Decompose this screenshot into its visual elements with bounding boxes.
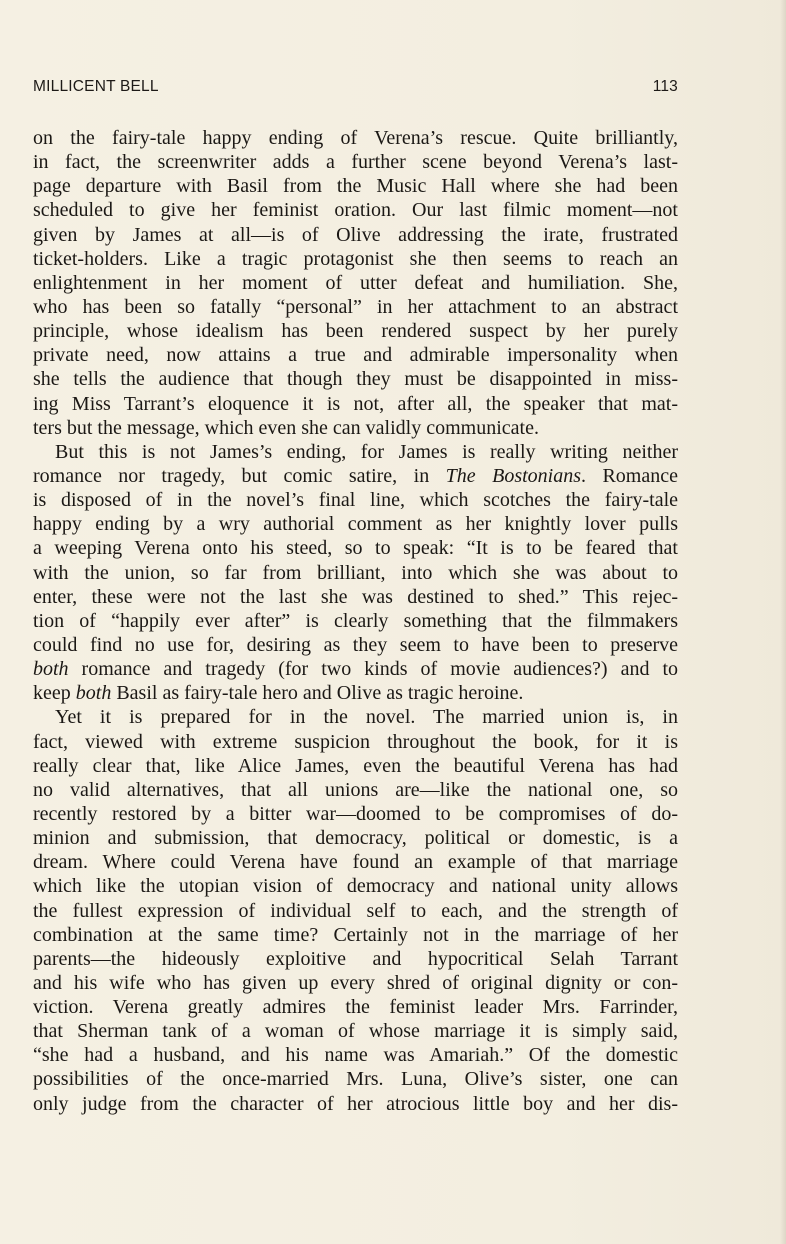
text-line: [33, 681, 678, 705]
text-line: she tells the audience that though they must be disappointed in miss-: [33, 368, 678, 391]
text-line: “she had a husband, and his name was Amariah.” Of the domestic: [33, 1044, 678, 1067]
emphasis: both: [75, 682, 112, 705]
text-line: combination at the same time? Certainly not in the marriage of her: [33, 923, 678, 946]
text-run: romance and tragedy (for two kinds of movie audiences?) and to: [68, 658, 678, 681]
text-line: and his wife who has given up every shred of original dignity or con-: [33, 971, 678, 994]
text-line: really clear that, like Alice James, even the beautiful Verena has had: [33, 754, 678, 777]
text-line: given by James at all—is of Olive addressing the irate, frustrated: [33, 223, 678, 246]
text-line: possibilities of the once-married Mrs. Luna, Olive’s sister, one can: [33, 1068, 678, 1091]
text-line: parents—the hideously exploitive and hypocritical Selah Tarrant: [33, 947, 678, 970]
text-line: who has been so fatally “personal” in her attachment to an abstract: [33, 295, 678, 318]
text-run: . Romance: [581, 464, 678, 487]
text-line: Yet it is prepared for in the novel. The married union is, in: [55, 706, 678, 729]
running-head: [33, 78, 678, 100]
text-run: Basil as fairy-tale hero and Olive as tragic heroine.: [111, 682, 524, 705]
text-line: But this is not James’s ending, for James is really writing neither: [55, 440, 678, 463]
text-line: which like the utopian vision of democracy and national unity allows: [33, 875, 678, 898]
running-head-author: MILLICENT BELL: [33, 78, 159, 95]
text-line: viction. Verena greatly admires the feminist leader Mrs. Farrinder,: [33, 996, 678, 1019]
text-line: ters but the message, which even she can validly communicate.: [33, 416, 539, 439]
text-line: private need, now attains a true and admirable impersonality when: [33, 344, 678, 367]
text-line: dream. Where could Verena have found an example of that marriage: [33, 851, 678, 874]
text-line: could find no use for, desiring as they seem to have been to preserve: [33, 633, 678, 656]
text-line: enter, these were not the last she was destined to shed.” This rejec-: [33, 585, 678, 608]
text-line: with the union, so far from brilliant, into which she was about to: [33, 561, 678, 584]
text-line: that Sherman tank of a woman of whose marriage it is simply said,: [33, 1020, 678, 1043]
text-line: recently restored by a bitter war—doomed to be compromises of do-: [33, 802, 678, 825]
text-run: keep: [33, 682, 76, 705]
text-line: tion of “happily ever after” is clearly something that the filmmakers: [33, 609, 678, 632]
text-line: ticket-holders. Like a tragic protagonist she then seems to reach an: [33, 247, 678, 270]
text-line: is disposed of in the novel’s final line, which scotches the fairy-tale: [33, 489, 678, 512]
text-line: a weeping Verena onto his steed, so to speak: “It is to be feared that: [33, 537, 678, 560]
text-line: happy ending by a wry authorial comment as her knightly lover pulls: [33, 513, 678, 536]
text-line: ing Miss Tarrant’s eloquence it is not, after all, the speaker that mat-: [33, 392, 678, 415]
text-line: in fact, the screenwriter adds a further scene beyond Verena’s last-: [33, 151, 678, 174]
page-edge-shadow: [780, 0, 786, 1244]
text-line: [33, 464, 678, 488]
text-line: principle, whose idealism has been rendered suspect by her purely: [33, 320, 678, 343]
text-line: minion and submission, that democracy, political or domestic, is a: [33, 827, 678, 850]
text-line: page departure with Basil from the Music Hall where she had been: [33, 175, 678, 198]
text-line: enlightenment in her moment of utter defeat and humiliation. She,: [33, 271, 678, 294]
emphasis: both: [33, 658, 69, 681]
text-line: fact, viewed with extreme suspicion throughout the book, for it is: [33, 730, 678, 753]
text-line: on the fairy-tale happy ending of Verena’s rescue. Quite brilliantly,: [33, 127, 678, 149]
text-line: scheduled to give her feminist oration. Our last filmic moment—not: [33, 199, 678, 222]
text-run: romance nor tragedy, but comic satire, in: [33, 464, 446, 487]
text-line: only judge from the character of her atrocious little boy and her dis-: [33, 1092, 678, 1115]
text-line: [33, 657, 678, 681]
text-line: no valid alternatives, that all unions are—like the national one, so: [33, 778, 678, 801]
book-title: The Bostonians: [445, 464, 582, 487]
page-number: 113: [652, 78, 678, 95]
text-line: the fullest expression of individual self to each, and the strength of: [33, 899, 678, 922]
body-text: [33, 126, 678, 1116]
